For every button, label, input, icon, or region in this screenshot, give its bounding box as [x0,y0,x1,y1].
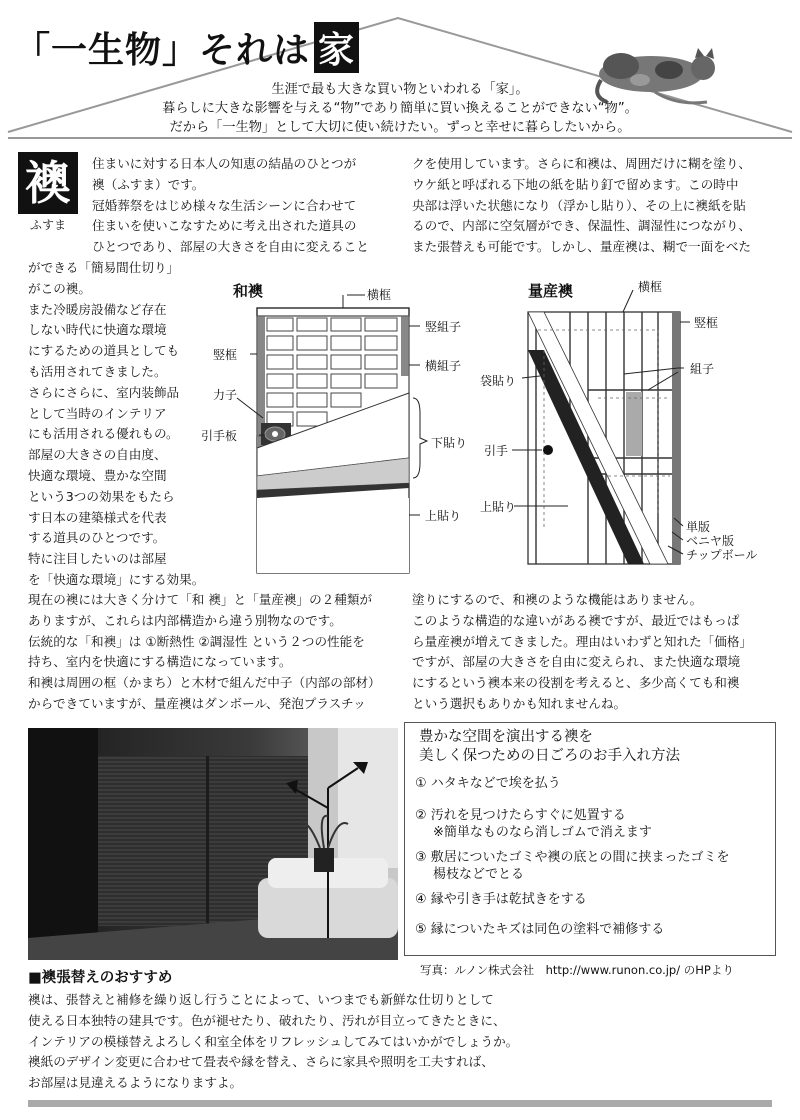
paragraph-line: ひとつであり、部屋の大きさを自由に変えること [92,239,369,255]
ryosan-label-uwabari: 上貼り [480,500,517,514]
paragraph-line: るので、内部に空気層ができ、保温性、調湿性につながり、 [412,218,752,234]
ryosan-label-fukurobari: 袋貼り [480,374,517,388]
care-item [415,921,664,939]
paragraph-line: 冠婚葬祭をはじめ様々な生活シーンに合わせて [92,197,357,213]
left-wide-text [92,154,369,258]
wa-label-uwabari: 上貼り [425,509,462,523]
bottom-left-text [28,590,381,715]
care-item [415,891,587,909]
paragraph-line: 襖（ふすま）です。 [92,176,205,192]
care-title-2: 美しく保つための日ごろのお手入れ方法 [419,748,680,764]
page-title-text: 「一生物」それは [14,30,311,71]
paragraph-line: を「快適な環境」にする効果。 [28,571,205,587]
wa-label-tatekumiko: 竪組子 [425,320,462,334]
ryosan-label-kumiko: 組子 [690,362,715,376]
paragraph-line: 住まいを使いこなすために考え出された道具の [92,218,357,234]
care-item [415,807,626,825]
paragraph-line: 使える日本独特の建具です。色が褪せたり、破れたり、汚れが目立ってきたときに、 [28,1012,506,1028]
paragraph-line: 襖紙のデザイン変更に合わせて畳表や縁を替え、さらに家具や照明を工夫すれば、 [28,1054,494,1070]
ryosan-label-yokogamachi: 横框 [638,280,663,294]
paragraph-line: このような構造的な違いがある襖ですが、最近ではもっぱ [412,612,740,628]
paragraph-line: す日本の建築様式を代表 [28,509,167,525]
paragraph-line: ウケ紙と呼ばれる下地の紙を貼り釘で留めます。この時中 [412,176,739,192]
paragraph-line: 部屋の大きさの自由度、 [28,447,167,463]
paragraph-line: また張替えも可能です。しかし、量産襖は、糊で一面をべた [412,239,752,255]
ryosan-label-core-2: ベニヤ版 [686,534,735,548]
paragraph-line: 特に注目したいのは部屋 [28,551,167,567]
paragraph-line: ら量産襖が増えてきました。理由はいわずと知れた「価格」 [412,633,753,649]
ryosan-fusuma-diagram [478,278,778,570]
wa-label-tategamachi: 竪框 [213,348,238,362]
ryosan-label-tategamachi: 竪框 [694,316,719,330]
care-item-text: 敷居についたゴミや襖の底との間に挟まったゴミを [430,850,730,865]
paragraph-line: ができる「簡易間仕切り」 [28,260,180,275]
wa-label-shitabari: 下貼り [431,436,468,450]
wa-label-yokokumiko: 横組子 [425,359,462,373]
paragraph-line: 央部は浮いた状態になり（浮かし貼り）、その上に襖紙を貼 [412,197,746,213]
paragraph-line: にするという襖本来の役割を考えると、多少高くても和襖 [412,675,740,691]
paragraph-line: ですが、部屋の大きさを自由に変えられ、また快適な環境 [412,654,741,670]
wa-label-yokogamachi: 横框 [367,288,392,302]
care-item-text: 縁や引き手は乾拭きをする [430,892,587,907]
care-item-number: ① [415,776,427,791]
paragraph-line: 和襖は周囲の框（かまち）と木材で組んだ中子（内部の部材） [28,675,381,691]
page-title [14,22,359,73]
paragraph-line: さらにさらに、室内装飾品 [28,384,180,400]
paragraph-line: がこの襖。 [28,280,91,296]
care-item-number: ③ [415,850,427,865]
care-item [415,775,561,793]
paragraph-line: 伝統的な「和襖」は ①断熱性 ②調湿性 という２つの性能を [28,633,365,649]
paragraph-line: という3つの効果をもたら [28,488,175,504]
ryosan-fusuma-title: 量産襖 [528,282,574,300]
care-box [404,722,776,956]
interior-photo [28,728,398,960]
paragraph-line: 塗りにするので、和襖のような機能はありません。 [412,592,703,607]
care-item-text: 縁についたキズは同色の塗料で補修する [430,922,665,937]
paragraph-line: にも活用される優れもの。 [28,426,179,442]
care-item-number: ② [415,808,427,823]
wa-fusuma-diagram [195,278,475,578]
paragraph-line: も活用されてきました。 [28,363,167,379]
paragraph-line: という選択もありかも知れませんね。 [412,695,627,711]
ryosan-label-hikite: 引手 [484,444,509,458]
intro-line-1: 生涯で最も大きな買い物といわれる「家」。 [271,82,529,97]
intro-line-2: 暮らしに大きな影響を与える“物”であり簡単に買い換えることができない“物”。 [162,101,638,116]
care-item [415,849,730,867]
photo-credit: 写真：ルノン株式会社 http://www.runon.co.jp/ のHPより [420,963,734,977]
page-title-box: 家 [314,22,359,73]
ryosan-label-core-1: 単版 [686,520,711,534]
care-item-text: ハタキなどで埃を払う [430,776,561,791]
care-item-note: ※簡単なものなら消しゴムで消えます [433,825,652,840]
paragraph-line: からできていますが、量産襖はダンボール、発泡プラスチッ [28,695,366,711]
recommend-heading: ■襖張替えのおすすめ [28,970,173,986]
paragraph-line: 現在の襖には大きく分けて「和 襖」と「量産襖」の２種類が [28,592,373,607]
fusuma-furigana: ふすま [29,218,66,232]
paragraph-line: また冷暖房設備など存在 [28,301,167,317]
wa-label-hikitteita: 引手板 [201,429,238,443]
care-item-note: 楊枝などでとる [433,867,525,882]
recommend-text [28,990,518,1094]
intro-line-3: だから「一生物」として大切に使い続けたい。ずっと幸せに暮らしたいから。 [169,120,631,135]
wa-label-chikarako: 力子 [213,388,238,402]
care-item-number: ⑤ [415,922,427,937]
paragraph-line: インテリアの模様替えよろしく和室全体をリフレッシュしてみてはいかがでしょうか。 [28,1033,519,1049]
paragraph-line: クを使用しています。さらに和襖は、周囲だけに糊を塗り、 [412,156,752,171]
paragraph-line: ありますが、これらは内部構造から違う別物なのです。 [28,612,342,628]
paragraph-line: として当時のインテリア [28,405,167,421]
wa-fusuma-title: 和襖 [233,282,264,300]
paragraph-line: にするための道具としても [28,343,180,359]
ryosan-fusuma-drawing [478,278,778,570]
paragraph-line: 住まいに対する日本人の知恵の結晶のひとつが [92,156,357,171]
care-item-number: ④ [415,892,427,907]
fusuma-kanji-box: 襖 [18,152,78,214]
right-bottom-text [412,590,752,715]
care-title-1: 豊かな空間を演出する襖を [419,729,593,745]
paragraph-line: する道具のひとつです。 [28,530,166,546]
left-narrow-text [28,258,204,591]
paragraph-line: 持ち、室内を快適にする構造になっています。 [28,654,292,670]
paragraph-line: 快適な環境、豊かな空間 [28,467,167,483]
ryosan-label-core-3: チップボール [686,548,758,562]
paragraph-line: お部屋は見違えるようになりますよ。 [28,1075,243,1091]
care-item-text: 汚れを見つけたらすぐに処置する [430,808,626,823]
paragraph-line: 襖は、張替えと補修を繰り返し行うことによって、いつまでも新鮮な仕切りとして [28,992,494,1007]
footer-bar [28,1100,772,1107]
right-top-text [412,154,751,258]
paragraph-line: しない時代に快適な環境 [28,322,167,338]
